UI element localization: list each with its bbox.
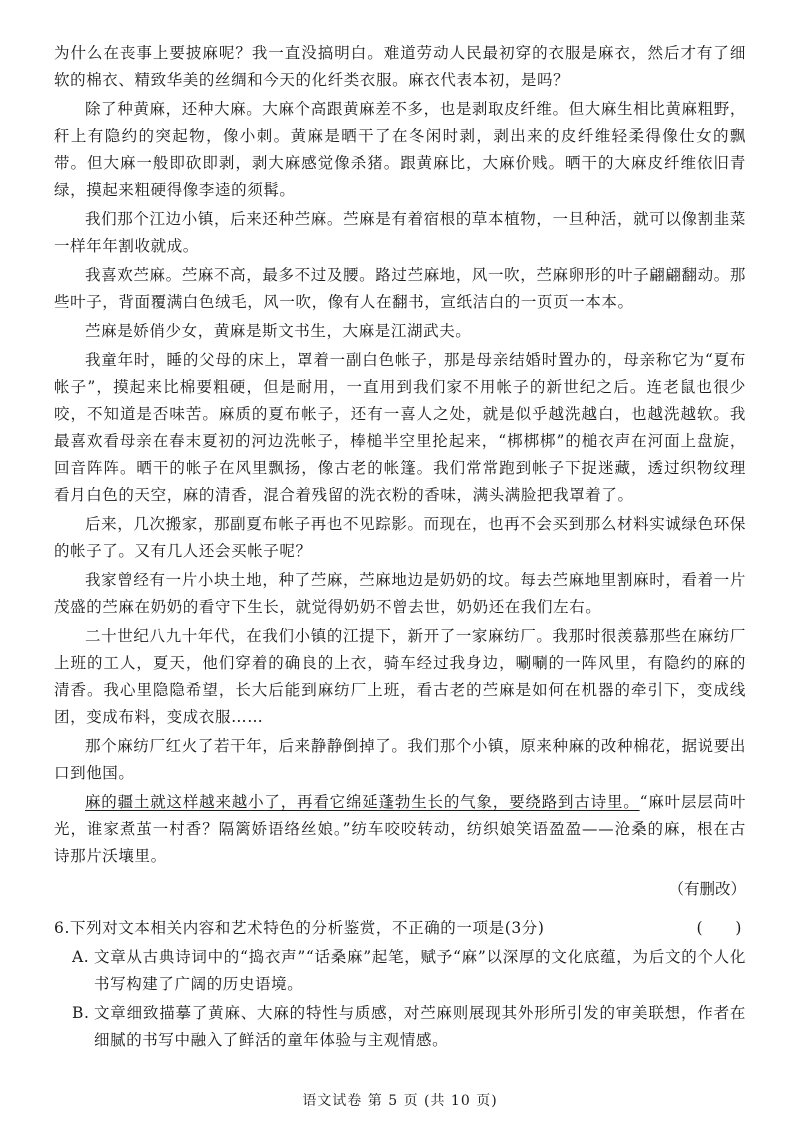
- option-a-text: 文章从古典诗词中的“捣衣声”“话桑麻”起笔，赋予“麻”以深厚的文化底蕴，为后文的个人化书写构建了广阔的历史语境。: [94, 948, 746, 993]
- reading-passage: [54, 40, 746, 903]
- closing-text: “麻叶层层苘叶光，谁家煮茧一村香？隔篱娇语络丝娘。”纺车咬咬转动，纺织娘笑语盈盈——沧桑的麻，根在古诗那片沃壤里。: [54, 793, 747, 865]
- option-b-label: B.: [72, 1004, 90, 1022]
- option-b: [54, 1000, 746, 1054]
- option-a-label: A.: [72, 948, 90, 966]
- passage-paragraph-11: [54, 789, 746, 870]
- passage-paragraph-5: 苎麻是娇俏少女，黄麻是斯文书生，大麻是江湖武夫。: [85, 322, 472, 340]
- underlined-sentence: 麻的疆土就这样越来越小了，再看它绵延蓬勃生长的气象，要绕路到古诗里。: [85, 793, 640, 811]
- option-a: [54, 944, 746, 998]
- question-stem: 6.下列对文本相关内容和艺术特色的分析鉴赏，不正确的一项是(3分): [54, 919, 545, 937]
- question-6: [54, 915, 746, 1054]
- passage-paragraph-9: 二十世纪八九十年代，在我们小镇的江提下，新开了一家麻纺厂。我那时很羡慕那些在麻纺厂上班的工人，夏天，他们穿着的确良的上衣，骑车经过我身边，唰唰的一阵风里，有隐约的麻的清香。我心里隐隐希望，长大后能到麻纺厂上班，看古老的苎麻是如何在机器的牵引下，变成线团，变成布料，变成衣服……: [54, 627, 746, 726]
- passage-paragraph-4: 我喜欢苎麻。苎麻不高，最多不过及腰。路过苎麻地，风一吹，苎麻卵形的叶子翩翩翻动。那些叶子，背面覆满白色绒毛，风一吹，像有人在翻书，宣纸洁白的一页页一本本。: [54, 266, 746, 311]
- option-b-text: 文章细致描摹了黄麻、大麻的特性与质感，对苎麻则展现其外形所引发的审美联想，作者在细腻的书写中融入了鲜活的童年体验与主观情感。: [94, 1004, 746, 1049]
- passage-paragraph-7: 后来，几次搬家，那副夏布帐子再也不见踪影。而现在，也再不会买到那么材料实诚绿色环保的帐子了。又有几人还会买帐子呢？: [54, 515, 746, 560]
- page-footer: 语文试卷 第 5 页 (共 10 页): [302, 1093, 498, 1109]
- passage-paragraph-6: 我童年时，睡的父母的床上，罩着一副白色帐子，那是母亲结婚时置办的，母亲称它为“夏布帐子”，摸起来比棉要粗硬，但是耐用，一直用到我们家不用帐子的新世纪之后。连老鼠也很少咬，不知道是否味苦。麻质的夏布帐子，还有一喜人之处，就是似乎越洗越白，也越洗越软。我最喜欢看母亲在春末夏初的河边洗帐子，棒槌半空里抡起来，“梆梆梆”的槌衣声在河面上盘旋，回音阵阵。晒干的帐子在风里飘扬，像古老的帐篷。我们常常跑到帐子下捉迷藏，透过织物纹理看月白色的天空，麻的清香，混合着残留的洗衣粉的香味，满头满脸把我罩着了。: [54, 351, 746, 504]
- passage-paragraph-8: 我家曾经有一片小块土地，种了苎麻，苎麻地边是奶奶的坟。每去苎麻地里割麻时，看着一片茂盛的苎麻在奶奶的看守下生长，就觉得奶奶不曾去世，奶奶还在我们左右。: [54, 571, 746, 616]
- question-stem-row: [54, 915, 746, 942]
- passage-paragraph-10: 那个麻纺厂红火了若干年，后来静静倒掉了。我们那个小镇，原来种麻的改种棉花，据说要出口到他国。: [54, 737, 746, 782]
- passage-paragraph-1: 为什么在丧事上要披麻呢？我一直没搞明白。难道劳动人民最初穿的衣服是麻衣，然后才有了细软的棉衣、精致华美的丝绸和今天的化纤类衣服。麻衣代表本初，是吗？: [54, 44, 746, 89]
- passage-paragraph-3: 我们那个江边小镇，后来还种苎麻。苎麻是有着宿根的草本植物，一旦种活，就可以像割韭菜一样年年割收就成。: [54, 210, 746, 255]
- passage-paragraph-2: 除了种黄麻，还种大麻。大麻个高跟黄麻差不多，也是剥取皮纤维。但大麻生相比黄麻粗野，秆上有隐约的突起物，像小刺。黄麻是晒干了在冬闲时剥，剥出来的皮纤维轻柔得像仕女的飘带。但大麻一般即砍即剥，剥大麻感觉像杀猪。跟黄麻比，大麻价贱。晒干的大麻皮纤维依旧青绿，摸起来粗硬得像李逵的须髯。: [54, 100, 746, 199]
- answer-bracket: ( ): [696, 919, 742, 937]
- source-note: （有删改）: [668, 880, 746, 898]
